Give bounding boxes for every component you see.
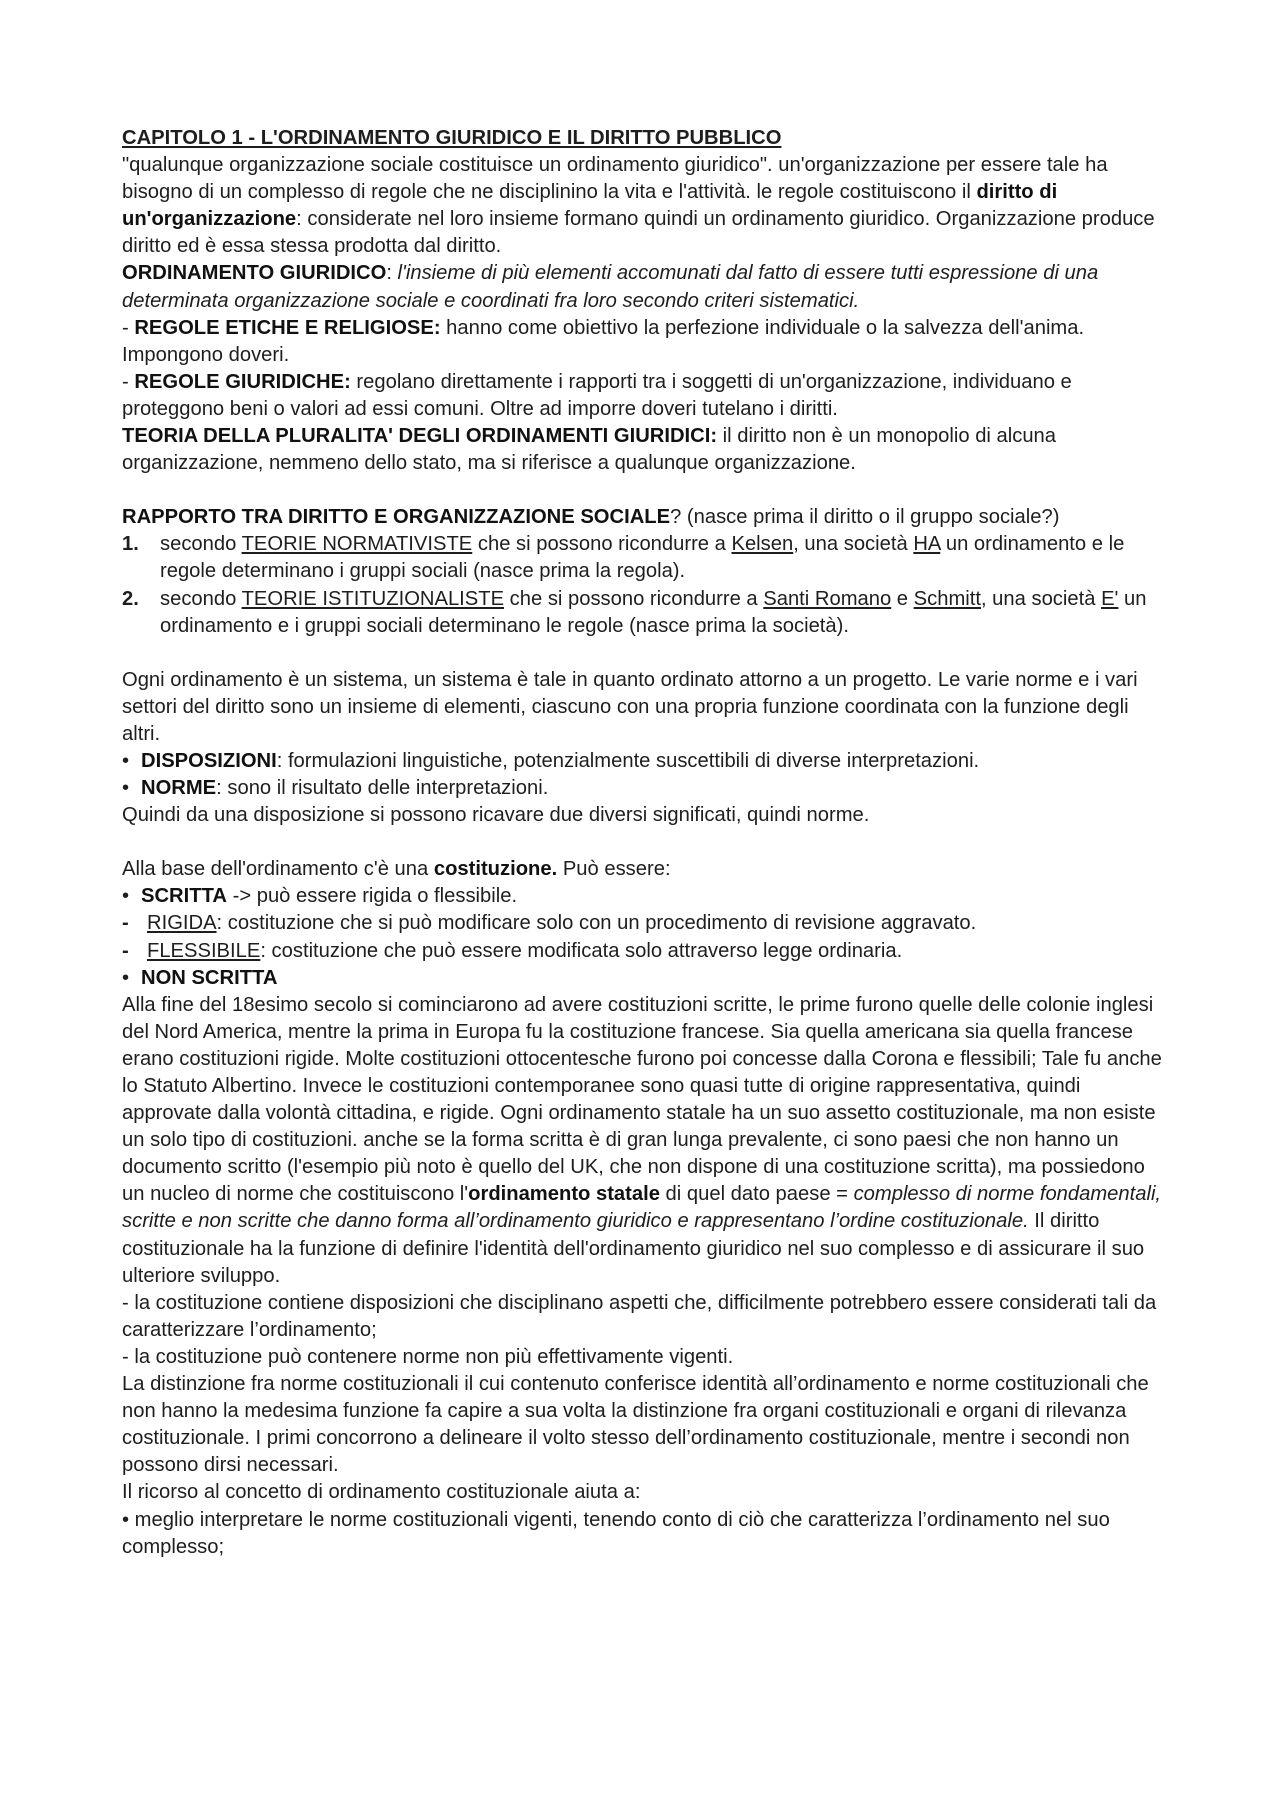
spacer	[122, 477, 1170, 504]
note-disposizioni: - la costituzione contiene disposizioni che disciplinano aspetti che, difficilmente potrebbero essere considerati tali da caratterizzare l’ordinamento;	[122, 1291, 1157, 1341]
chapter-title: CAPITOLO 1 - L'ORDINAMENTO GIURIDICO E IL DIRITTO PUBBLICO	[122, 127, 782, 149]
distinzione-paragraph: La distinzione fra norme costituzionali il cui contenuto conferisce identità all’ordinamento e norme costituzionali che non hanno la medesima funzione fa capire a sua volta la distinzione fra organi costituzionali e organi di rilevanza costituzionale. I primi concorrono a delineare il volto stesso dell’ordinamento costituzionale, mentre i secondi non possono dirsi necessari.	[122, 1373, 1149, 1477]
bullet-icon: •	[122, 966, 130, 989]
list-item: 1. secondo TEORIE NORMATIVISTE che si possono ricondurre a Kelsen, una società HA un ordinamento e le regole determinano i gruppi sociali (nasce prima la regola).	[122, 533, 1125, 583]
storia-paragraph: Alla fine del 18esimo secolo si cominciarono ad avere costituzioni scritte, le prime furono quelle delle colonie inglesi del Nord America, mentre la prima in Europa fu la costituzione francese. Sia quella americana sia quella francese erano costituzioni rigide. Molte costituzioni ottocentesche furono poi concesse dalla Corona e flessibili; Tale fu anche lo Statuto Albertino. Invece le costituzioni contemporanee sono quasi tutte di origine rappresentativa, quindi approvate dalla volontà cittadina, e rigide. Ogni ordinamento statale ha un suo assetto costituzionale, ma non esiste un solo tipo di costituzioni. anche se la forma scritta è di gran lunga prevalente, ci sono paesi che non hanno un documento scritto (l'esempio più noto è quello del UK, che non dispone di una costituzione scritta), ma possiedono un nucleo di norme che costituiscono l'ordinamento statale di quel dato paese = complesso di norme fondamentali, scritte e non scritte che danno forma all’ordinamento giuridico e rappresentano l’ordine costituzionale. Il diritto costituzionale ha la funzione di definire l'identità dell'ordinamento giuridico nel suo complesso e di assicurare il suo ulteriore sviluppo.	[122, 993, 1162, 1287]
dash-flessibile: - FLESSIBILE: costituzione che può essere modificata solo attraverso legge ordinaria.	[122, 938, 1170, 965]
definition-ordinamento: ORDINAMENTO GIURIDICO: l'insieme di più elementi accomunati dal fatto di essere tutti espressione di una determinata organizzazione sociale e coordinati fra loro secondo criteri sistematici.	[122, 262, 1099, 312]
teoria-pluralita: TEORIA DELLA PLURALITA' DEGLI ORDINAMENTI GIURIDICI: il diritto non è un monopolio di alcuna organizzazione, nemmeno dello stato, ma si riferisce a qualunque organizzazione.	[122, 425, 1056, 475]
note-norme-vigenti: - la costituzione può contenere norme non più effettivamente vigenti.	[122, 1345, 734, 1368]
quindi-paragraph: Quindi da una disposizione si possono ricavare due diversi significati, quindi norme.	[122, 804, 870, 827]
intro-paragraph: "qualunque organizzazione sociale costituisce un ordinamento giuridico". un'organizzazione per essere tale ha bisogno di un complesso di regole che ne disciplinino la vita e l'attività. le regole costituiscono il diritto di un'organizzazione: considerate nel loro insieme formano quindi un ordinamento giuridico. Organizzazione produce diritto ed è essa stessa prodotta dal diritto.	[122, 154, 1155, 258]
spacer	[122, 829, 1170, 856]
dash-icon: -	[122, 912, 129, 935]
interpretare-item: • meglio interpretare le norme costituzionali vigenti, tenendo conto di ciò che caratterizza l’ordinamento nel suo complesso;	[122, 1508, 1110, 1558]
ricorso-paragraph: Il ricorso al concetto di ordinamento costituzionale aiuta a:	[122, 1481, 641, 1504]
bullet-non-scritta: • NON SCRITTA	[122, 965, 1170, 992]
bullet-disposizioni: • DISPOSIZIONI: formulazioni linguistiche, potenzialmente suscettibili di diverse interpretazioni.	[122, 748, 1170, 775]
costituzione-intro: Alla base dell'ordinamento c'è una costituzione. Può essere:	[122, 858, 671, 881]
regole-etiche: - REGOLE ETICHE E RELIGIOSE: hanno come obiettivo la perfezione individuale o la salvezza dell'anima. Impongono doveri.	[122, 316, 1085, 366]
bullet-norme: • NORME: sono il risultato delle interpretazioni.	[122, 775, 1170, 802]
sistema-paragraph: Ogni ordinamento è un sistema, un sistema è tale in quanto ordinato attorno a un progetto. Le varie norme e i vari settori del diritto sono un insieme di elementi, ciascuno con una propria funzione coordinata con la funzione degli altri.	[122, 668, 1138, 745]
regole-giuridiche: - REGOLE GIURIDICHE: regolano direttamente i rapporti tra i soggetti di un'organizzazione, individuano e proteggono beni o valori ad essi comuni. Oltre ad imporre doveri tutelano i diritti.	[122, 370, 1072, 420]
dash-icon: -	[122, 939, 129, 962]
theories-list	[122, 531, 1170, 639]
rapporto-heading: RAPPORTO TRA DIRITTO E ORGANIZZAZIONE SOCIALE? (nasce prima il diritto o il gruppo sociale?)	[122, 506, 1060, 529]
bullet-scritta: • SCRITTA -> può essere rigida o flessibile.	[122, 883, 1170, 910]
bullet-icon: •	[122, 885, 130, 908]
spacer	[122, 640, 1170, 667]
dash-rigida: - RIGIDA: costituzione che si può modificare solo con un procedimento di revisione aggravato.	[122, 910, 1170, 937]
bullet-icon: •	[122, 777, 130, 800]
bullet-icon: •	[122, 749, 130, 772]
list-item: 2. secondo TEORIE ISTITUZIONALISTE che si possono ricondurre a Santi Romano e Schmitt, una società E' un ordinamento e i gruppi sociali determinano le regole (nasce prima la società).	[122, 587, 1147, 637]
document-page	[122, 125, 1170, 1561]
